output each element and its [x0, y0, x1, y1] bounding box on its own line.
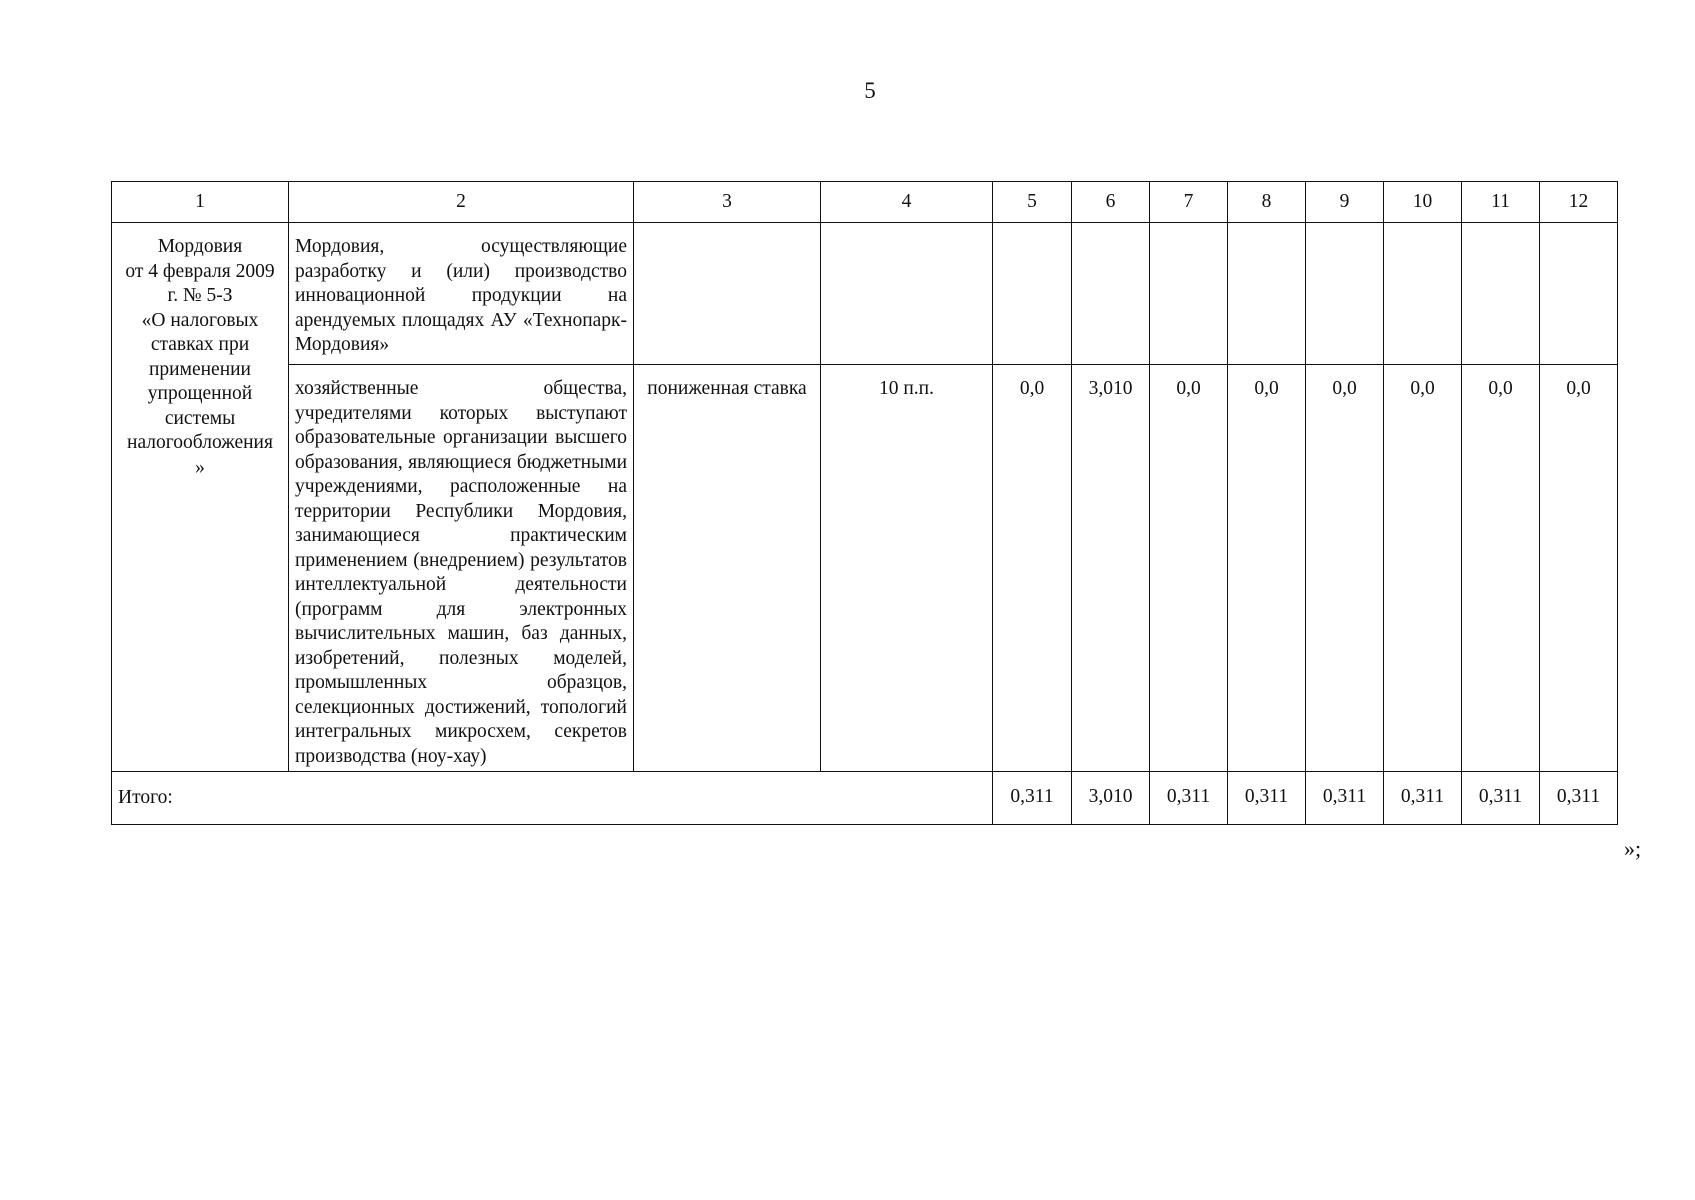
value-cell: 0,0: [1462, 365, 1540, 772]
page-number: 5: [864, 78, 876, 103]
column-header: 4: [821, 182, 993, 223]
value-cell: 3,010: [1072, 365, 1150, 772]
total-row: [112, 772, 1618, 825]
empty-cell: [1384, 223, 1462, 365]
table-row-technopark: [112, 223, 1618, 365]
empty-cell: [1540, 223, 1618, 365]
total-value: 0,311: [1462, 772, 1540, 825]
column-header: 12: [1540, 182, 1618, 223]
column-header: 3: [634, 182, 821, 223]
empty-cell: [634, 223, 821, 365]
empty-cell: [1072, 223, 1150, 365]
column-number-row: [112, 182, 1618, 223]
table-row-university-companies: [112, 365, 1618, 772]
law-line: упрощенной: [147, 383, 253, 404]
total-value: 0,311: [1540, 772, 1618, 825]
column-header: 9: [1306, 182, 1384, 223]
law-line: от 4 февраля 2009: [125, 260, 275, 282]
closing-quote-mark: »;: [1624, 836, 1642, 861]
law-line: системы: [164, 407, 236, 429]
value-cell: 0,0: [1384, 365, 1462, 772]
total-value: 0,311: [1228, 772, 1306, 825]
empty-cell: [993, 223, 1072, 365]
total-value: 0,311: [1306, 772, 1384, 825]
law-reference-cell: [112, 223, 289, 772]
value-cell: 0,0: [1150, 365, 1228, 772]
law-line: Мордовия: [157, 236, 243, 257]
empty-cell: [821, 223, 993, 365]
empty-cell: [1306, 223, 1384, 365]
total-label: Итого:: [112, 772, 993, 825]
column-header: 1: [112, 182, 289, 223]
total-value: 0,311: [1150, 772, 1228, 825]
empty-cell: [1150, 223, 1228, 365]
column-header: 5: [993, 182, 1072, 223]
total-value: 3,010: [1072, 772, 1150, 825]
total-value: 0,311: [993, 772, 1072, 825]
law-line: налогообложения: [127, 432, 273, 453]
law-line: »: [195, 456, 205, 478]
value-cell: 0,0: [1306, 365, 1384, 772]
total-value: 0,311: [1384, 772, 1462, 825]
taxpayer-description: Мордовия, осуществляющие разработку и (или) производство инновационной продукции на арендуемых площадях АУ «Технопарк-Мордовия»: [289, 223, 634, 365]
column-header: 2: [289, 182, 634, 223]
column-header: 8: [1228, 182, 1306, 223]
tax-rates-table: [111, 181, 1618, 825]
column-header: 11: [1462, 182, 1540, 223]
law-line: «О налоговых: [141, 309, 259, 331]
column-header: 6: [1072, 182, 1150, 223]
value-cell: 0,0: [1540, 365, 1618, 772]
value-cell: 0,0: [993, 365, 1072, 772]
taxpayer-description: хозяйственные общества, учредителями которых выступают образовательные организации высшего образования, являющиеся бюджетными учреждениями, расположенные на территории Республики Мордовия, занимающиеся практическим применением (внедрением) результатов интеллектуальной деятельности (программ для электронных вычислительных машин, баз данных, изобретений, полезных моделей, промышленных образцов, селекционных достижений, топологий интегральных микросхем, секретов производства (ноу-хау): [289, 365, 634, 772]
law-line: ставках при: [150, 334, 250, 355]
empty-cell: [1462, 223, 1540, 365]
rate-type: пониженная ставка: [634, 365, 821, 772]
rate-value: 10 п.п.: [821, 365, 993, 772]
column-header: 10: [1384, 182, 1462, 223]
law-line: применении: [148, 358, 251, 380]
value-cell: 0,0: [1228, 365, 1306, 772]
empty-cell: [1228, 223, 1306, 365]
law-line: г. № 5-З: [167, 285, 233, 306]
column-header: 7: [1150, 182, 1228, 223]
